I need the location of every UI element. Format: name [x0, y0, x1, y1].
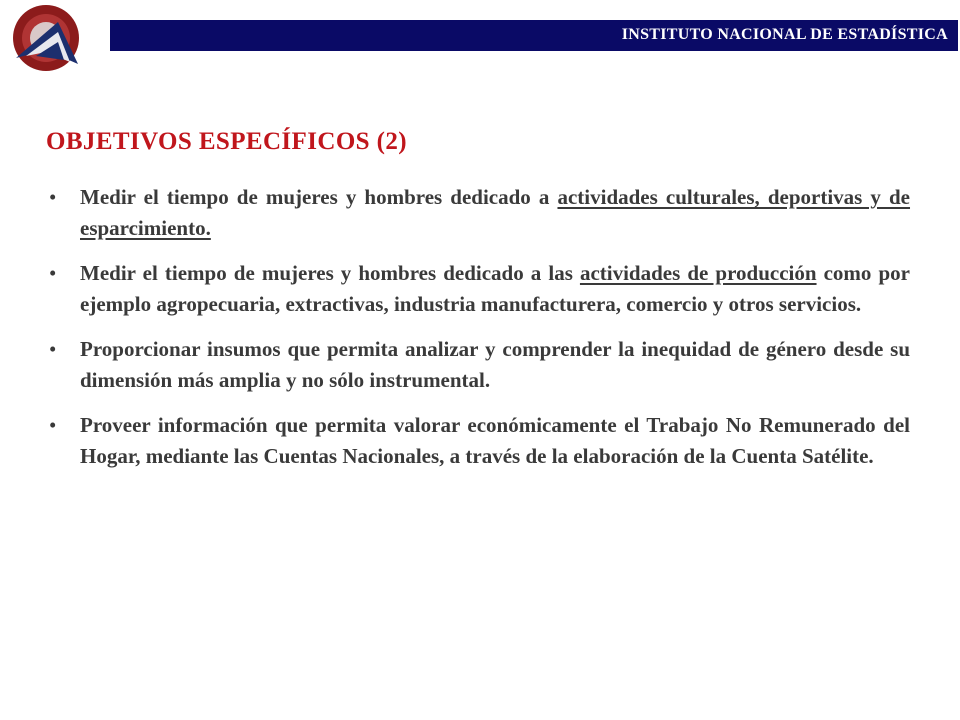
bullet-dot: • [49, 337, 57, 361]
slide-title: OBJETIVOS ESPECÍFICOS (2) [46, 128, 407, 155]
institution-name: INSTITUTO NACIONAL DE ESTADÍSTICA [621, 26, 948, 43]
bullet-text: Medir el tiempo de mujeres y hombres dedicado a las actividades de producción como por ejemplo agropecuaria, extractivas, industria manufacturera, comercio y otros servicios. [80, 261, 910, 316]
bullet-item [46, 410, 910, 472]
bullet-dot: • [49, 413, 57, 437]
bullet-item [46, 258, 910, 320]
underlined-phrase: actividades de producción [579, 261, 817, 285]
ine-logo-icon [6, 2, 86, 74]
bullet-text: Medir el tiempo de mujeres y hombres dedicado a actividades culturales, deportivas y de esparcimiento. [80, 185, 911, 240]
bullet-text: Proveer información que permita valorar económicamente el Trabajo No Remunerado del Hogar, mediante las Cuentas Nacionales, a través de la elaboración de la Cuenta Satélite. [80, 413, 910, 468]
bullet-item [46, 334, 910, 396]
underlined-phrase: actividades culturales, deportivas y de esparcimiento. [80, 185, 911, 240]
objectives-list [46, 182, 910, 486]
bullet-item [46, 182, 910, 244]
institution-banner [110, 20, 958, 51]
bullet-dot: • [49, 261, 57, 285]
bullet-dot: • [49, 185, 57, 209]
bullet-text: Proporcionar insumos que permita analizar y comprender la inequidad de género desde su dimensión más amplia y no sólo instrumental. [80, 337, 910, 392]
